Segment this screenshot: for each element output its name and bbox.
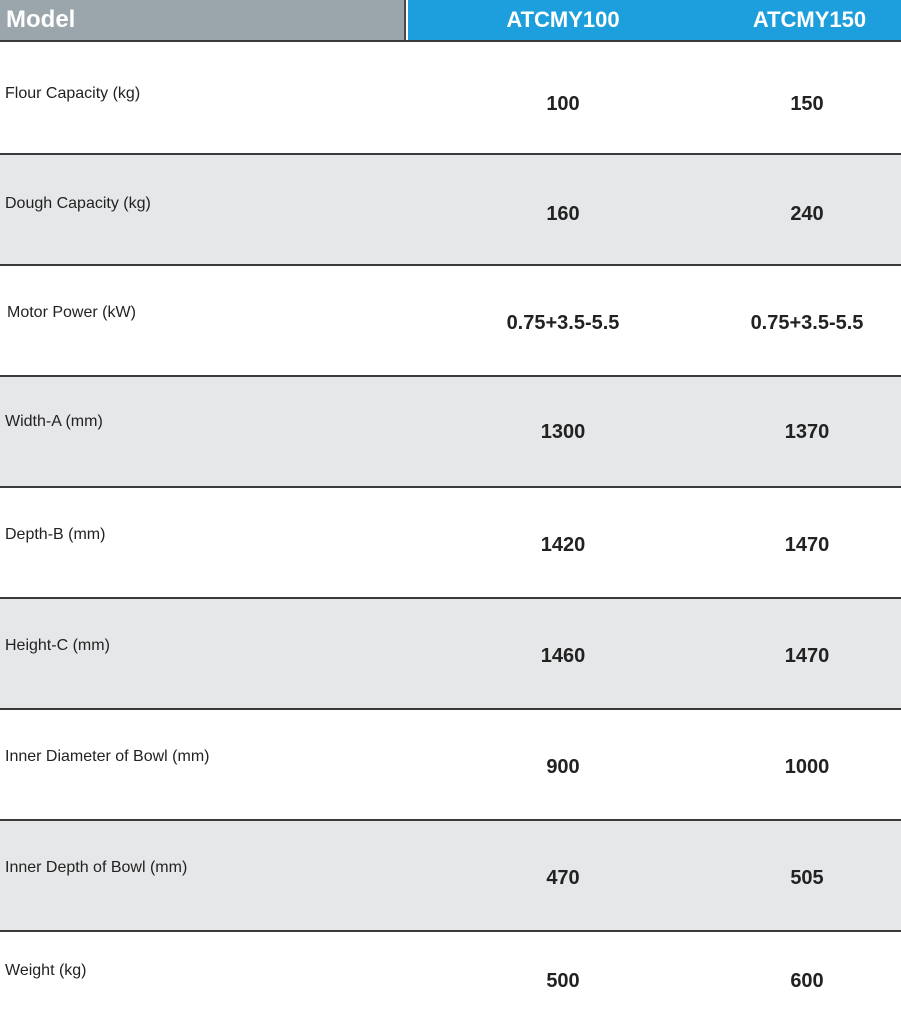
row-value-atcmy150: 1370: [784, 421, 830, 443]
table-row: [0, 264, 901, 375]
table-row: [0, 819, 901, 930]
row-label: Height-C (mm): [5, 637, 110, 654]
row-label: Width-A (mm): [5, 413, 103, 430]
row-value-atcmy100: 900: [546, 756, 580, 778]
row-value-atcmy100: 1420: [540, 534, 586, 556]
row-value-atcmy150: 1470: [784, 645, 830, 667]
header-model-label: Model: [0, 0, 406, 40]
table-row: [0, 375, 901, 486]
table-header: [0, 0, 901, 42]
row-value-atcmy150: 600: [790, 970, 824, 992]
header-model-name: ATCMY150: [752, 7, 867, 32]
row-label: Inner Diameter of Bowl (mm): [5, 748, 210, 765]
row-value-atcmy150: 1000: [784, 756, 830, 778]
table-row: [0, 153, 901, 264]
row-value-atcmy100: 470: [546, 867, 580, 889]
table-row: [0, 708, 901, 819]
row-value-atcmy100: 1460: [540, 645, 586, 667]
row-value-atcmy150: 240: [790, 203, 824, 225]
row-label: Flour Capacity (kg): [5, 85, 141, 102]
row-label: Depth-B (mm): [5, 526, 106, 543]
row-label: Motor Power (kW): [7, 304, 136, 321]
table-row: [0, 930, 901, 1024]
header-model-atcmy100: [408, 0, 718, 40]
row-value-atcmy150: 150: [790, 93, 824, 115]
row-value-atcmy100: 500: [546, 970, 580, 992]
row-value-atcmy150: 1470: [784, 534, 830, 556]
row-value-atcmy100: 1300: [540, 421, 586, 443]
row-label: Inner Depth of Bowl (mm): [5, 859, 188, 876]
row-value-atcmy100: 160: [546, 203, 580, 225]
table-row: [0, 42, 901, 153]
header-model-atcmy150: [718, 0, 901, 40]
row-value-atcmy150: 0.75+3.5-5.5: [750, 312, 864, 334]
row-label: Dough Capacity (kg): [5, 195, 151, 212]
table-row: [0, 486, 901, 597]
row-label: Weight (kg): [5, 962, 87, 979]
row-value-atcmy100: 100: [546, 93, 580, 115]
table-row: [0, 597, 901, 708]
row-value-atcmy150: 505: [790, 867, 824, 889]
row-value-atcmy100: 0.75+3.5-5.5: [506, 312, 620, 334]
header-model-name: ATCMY100: [506, 7, 620, 32]
